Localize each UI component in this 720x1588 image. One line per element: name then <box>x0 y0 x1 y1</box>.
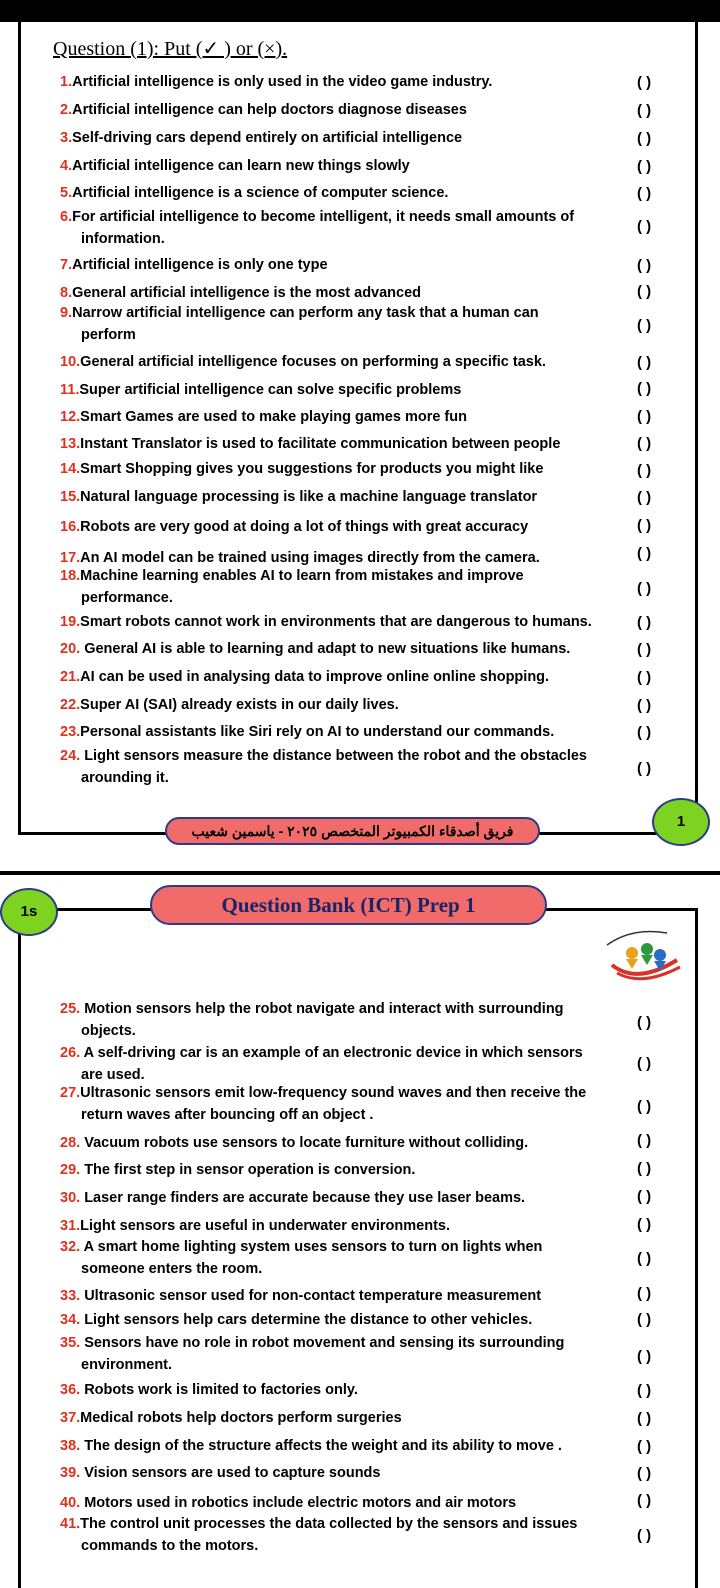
answer-parentheses[interactable]: ( ) <box>637 1250 652 1267</box>
answer-parentheses[interactable]: ( ) <box>637 1492 652 1509</box>
question-bank-header: Question Bank (ICT) Prep 1 <box>150 885 547 925</box>
question-item <box>60 182 620 204</box>
question-text: General AI is able to learning and adapt to new situations like humans. <box>80 641 571 657</box>
question-number: 19. <box>60 614 81 630</box>
answer-parentheses[interactable]: ( ) <box>637 130 652 147</box>
question-text: For artificial intelligence to become intelligent, it needs small amounts of <box>72 209 575 225</box>
answer-parentheses[interactable]: ( ) <box>637 1188 652 1205</box>
answer-parentheses[interactable]: ( ) <box>637 724 652 741</box>
answer-parentheses[interactable]: ( ) <box>637 435 652 452</box>
question-number: 36. <box>60 1382 81 1398</box>
question-text: Artificial intelligence is a science of computer science. <box>72 185 449 201</box>
question-number: 1. <box>60 74 73 90</box>
answer-parentheses[interactable]: ( ) <box>637 489 652 506</box>
page-2-frame <box>18 908 698 1588</box>
answer-parentheses[interactable]: ( ) <box>637 1465 652 1482</box>
question-text: The control unit processes the data collected by the sensors and issues <box>80 1516 578 1532</box>
question-text: General artificial intelligence focuses on performing a specific task. <box>80 354 546 370</box>
question-text: Ultrasonic sensor used for non-contact temperature measurement <box>80 1288 542 1304</box>
question-number: 8. <box>60 285 73 301</box>
question-number: 15. <box>60 489 81 505</box>
question-number: 37. <box>60 1410 81 1426</box>
question-number: 22. <box>60 697 81 713</box>
question-text: The design of the structure affects the weight and its ability to move . <box>80 1438 562 1454</box>
question-item <box>60 433 620 455</box>
question-text-continued: someone enters the room. <box>81 1261 263 1277</box>
question-text: The first step in sensor operation is conversion. <box>80 1162 416 1178</box>
question-text-continued: information. <box>81 231 165 247</box>
answer-parentheses[interactable]: ( ) <box>637 1311 652 1328</box>
question-text: Light sensors help cars determine the distance to other vehicles. <box>80 1312 533 1328</box>
question-number: 23. <box>60 724 81 740</box>
question-number: 39. <box>60 1465 81 1481</box>
answer-parentheses[interactable]: ( ) <box>637 1160 652 1177</box>
question-text: Light sensors measure the distance between the robot and the obstacles <box>80 748 587 764</box>
question-number: 3. <box>60 130 73 146</box>
question-item <box>60 745 620 789</box>
answer-parentheses[interactable]: ( ) <box>637 158 652 175</box>
answer-parentheses[interactable]: ( ) <box>637 408 652 425</box>
answer-parentheses[interactable]: ( ) <box>637 669 652 686</box>
question-item <box>60 611 620 633</box>
answer-parentheses[interactable]: ( ) <box>637 517 652 534</box>
question-number: 7. <box>60 257 73 273</box>
question-number: 12. <box>60 409 81 425</box>
answer-parentheses[interactable]: ( ) <box>637 1055 652 1072</box>
answer-parentheses[interactable]: ( ) <box>637 580 652 597</box>
question-number: 17. <box>60 550 81 566</box>
question-item <box>60 302 620 346</box>
question-item <box>60 638 620 660</box>
question-text-continued: arounding it. <box>81 770 169 786</box>
question-item <box>60 666 620 688</box>
answer-parentheses[interactable]: ( ) <box>637 380 652 397</box>
page-separator <box>0 871 720 875</box>
question-number: 13. <box>60 436 81 452</box>
question-number: 35. <box>60 1335 81 1351</box>
question-text: Laser range finders are accurate because they use laser beams. <box>80 1190 526 1206</box>
question-item <box>60 516 620 538</box>
question-text-continued: performance. <box>81 590 173 606</box>
question-text: Artificial intelligence can help doctors diagnose diseases <box>72 102 467 118</box>
question-item <box>60 206 620 250</box>
answer-parentheses[interactable]: ( ) <box>637 218 652 235</box>
answer-parentheses[interactable]: ( ) <box>637 760 652 777</box>
answer-parentheses[interactable]: ( ) <box>637 1132 652 1149</box>
answer-parentheses[interactable]: ( ) <box>637 697 652 714</box>
question-text: Medical robots help doctors perform surgeries <box>80 1410 402 1426</box>
question-number: 18. <box>60 568 81 584</box>
answer-parentheses[interactable]: ( ) <box>637 257 652 274</box>
question-number: 20. <box>60 641 81 657</box>
question-item <box>60 458 620 480</box>
question-text: Personal assistants like Siri rely on AI to understand our commands. <box>80 724 555 740</box>
answer-parentheses[interactable]: ( ) <box>637 1098 652 1115</box>
question-number: 2. <box>60 102 73 118</box>
answer-parentheses[interactable]: ( ) <box>637 545 652 562</box>
team-logo-icon <box>592 925 687 985</box>
footer-credit: فريق أصدقاء الكمبيوتر المتخصص ٢٠٢٥ - ياسمين شعيب <box>165 817 540 845</box>
question-text-continued: environment. <box>81 1357 173 1373</box>
question-text: Motion sensors help the robot navigate and interact with surrounding <box>80 1001 564 1017</box>
answer-parentheses[interactable]: ( ) <box>637 614 652 631</box>
question-number: 40. <box>60 1495 81 1511</box>
answer-parentheses[interactable]: ( ) <box>637 1014 652 1031</box>
answer-parentheses[interactable]: ( ) <box>637 102 652 119</box>
question-text: Vision sensors are used to capture sounds <box>80 1465 381 1481</box>
question-number: 21. <box>60 669 81 685</box>
question-text-continued: commands to the motors. <box>81 1538 259 1554</box>
question-number: 31. <box>60 1218 81 1234</box>
question-item <box>60 71 620 93</box>
question-text-continued: objects. <box>81 1023 136 1039</box>
answer-parentheses[interactable]: ( ) <box>637 1382 652 1399</box>
answer-parentheses[interactable]: ( ) <box>637 317 652 334</box>
answer-parentheses[interactable]: ( ) <box>637 185 652 202</box>
answer-parentheses[interactable]: ( ) <box>637 1438 652 1455</box>
answer-parentheses[interactable]: ( ) <box>637 354 652 371</box>
question-text: Sensors have no role in robot movement and sensing its surrounding <box>80 1335 565 1351</box>
question-number: 28. <box>60 1135 81 1151</box>
answer-parentheses[interactable]: ( ) <box>637 1216 652 1233</box>
question-text: Artificial intelligence is only used in the video game industry. <box>72 74 493 90</box>
question-item <box>60 694 620 716</box>
question-number: 41. <box>60 1516 81 1532</box>
question-number: 32. <box>60 1239 81 1255</box>
question-text: Smart Games are used to make playing games more fun <box>80 409 467 425</box>
answer-parentheses[interactable]: ( ) <box>637 1285 652 1302</box>
question-text: Smart Shopping gives you suggestions for products you might like <box>80 461 544 477</box>
question-item <box>60 282 620 304</box>
question-text: AI can be used in analysing data to improve online online shopping. <box>80 669 550 685</box>
question-number: 11. <box>60 382 80 398</box>
question-text: Ultrasonic sensors emit low-frequency sound waves and then receive the <box>80 1085 587 1101</box>
question-item <box>60 379 620 401</box>
question-text: Self-driving cars depend entirely on artificial intelligence <box>72 130 463 146</box>
question-text: Robots are very good at doing a lot of things with great accuracy <box>80 519 529 535</box>
question-number: 6. <box>60 209 73 225</box>
question-text: Artificial intelligence can learn new things slowly <box>72 158 410 174</box>
question-text: Vacuum robots use sensors to locate furniture without colliding. <box>80 1135 529 1151</box>
question-text: An AI model can be trained using images directly from the camera. <box>80 550 540 566</box>
page-number-badge: 1 <box>652 798 710 846</box>
answer-parentheses[interactable]: ( ) <box>637 1348 652 1365</box>
question-item <box>60 155 620 177</box>
question-number: 14. <box>60 461 81 477</box>
question-text: Light sensors are useful in underwater environments. <box>80 1218 451 1234</box>
question-title: Question (1): Put (✓ ) or (×). <box>53 38 288 60</box>
question-text: Artificial intelligence is only one type <box>72 257 328 273</box>
question-number: 30. <box>60 1190 81 1206</box>
question-number: 34. <box>60 1312 81 1328</box>
question-item <box>60 565 620 609</box>
question-item <box>60 99 620 121</box>
question-text: A self-driving car is an example of an electronic device in which sensors <box>80 1045 583 1061</box>
question-number: 38. <box>60 1438 81 1454</box>
question-text: A smart home lighting system uses sensors to turn on lights when <box>80 1239 543 1255</box>
question-text: Robots work is limited to factories only. <box>80 1382 358 1398</box>
question-number: 9. <box>60 305 73 321</box>
question-text-continued: perform <box>81 327 136 343</box>
question-item <box>60 127 620 149</box>
question-text: General artificial intelligence is the most advanced <box>72 285 422 301</box>
answer-parentheses[interactable]: ( ) <box>637 462 652 479</box>
question-text: Motors used in robotics include electric motors and air motors <box>80 1495 517 1511</box>
question-number: 5. <box>60 185 73 201</box>
question-text: Narrow artificial intelligence can perform any task that a human can <box>72 305 539 321</box>
question-text: Machine learning enables AI to learn from mistakes and improve <box>80 568 524 584</box>
question-text: Instant Translator is used to facilitate communication between people <box>80 436 561 452</box>
question-text: Super AI (SAI) already exists in our daily lives. <box>80 697 399 713</box>
question-item <box>60 351 620 373</box>
question-item <box>60 254 620 276</box>
question-item <box>60 721 620 743</box>
question-number: 26. <box>60 1045 81 1061</box>
question-number: 33. <box>60 1288 81 1304</box>
answer-parentheses[interactable]: ( ) <box>637 1527 652 1544</box>
question-item <box>60 406 620 428</box>
answer-parentheses[interactable]: ( ) <box>637 283 652 300</box>
question-number: 10. <box>60 354 81 370</box>
question-number: 16. <box>60 519 81 535</box>
question-text-continued: return waves after bouncing off an object . <box>81 1107 374 1123</box>
question-number: 4. <box>60 158 73 174</box>
page-2-number-badge: 1s <box>0 888 58 936</box>
question-text: Natural language processing is like a machine language translator <box>80 489 538 505</box>
question-number: 25. <box>60 1001 81 1017</box>
question-item <box>60 486 620 508</box>
answer-parentheses[interactable]: ( ) <box>637 74 652 91</box>
question-number: 24. <box>60 748 81 764</box>
question-number: 29. <box>60 1162 81 1178</box>
question-text-continued: are used. <box>81 1067 145 1083</box>
question-text: Smart robots cannot work in environments that are dangerous to humans. <box>80 614 592 630</box>
question-number: 27. <box>60 1085 81 1101</box>
answer-parentheses[interactable]: ( ) <box>637 641 652 658</box>
question-text: Super artificial intelligence can solve specific problems <box>79 382 462 398</box>
answer-parentheses[interactable]: ( ) <box>637 1410 652 1427</box>
